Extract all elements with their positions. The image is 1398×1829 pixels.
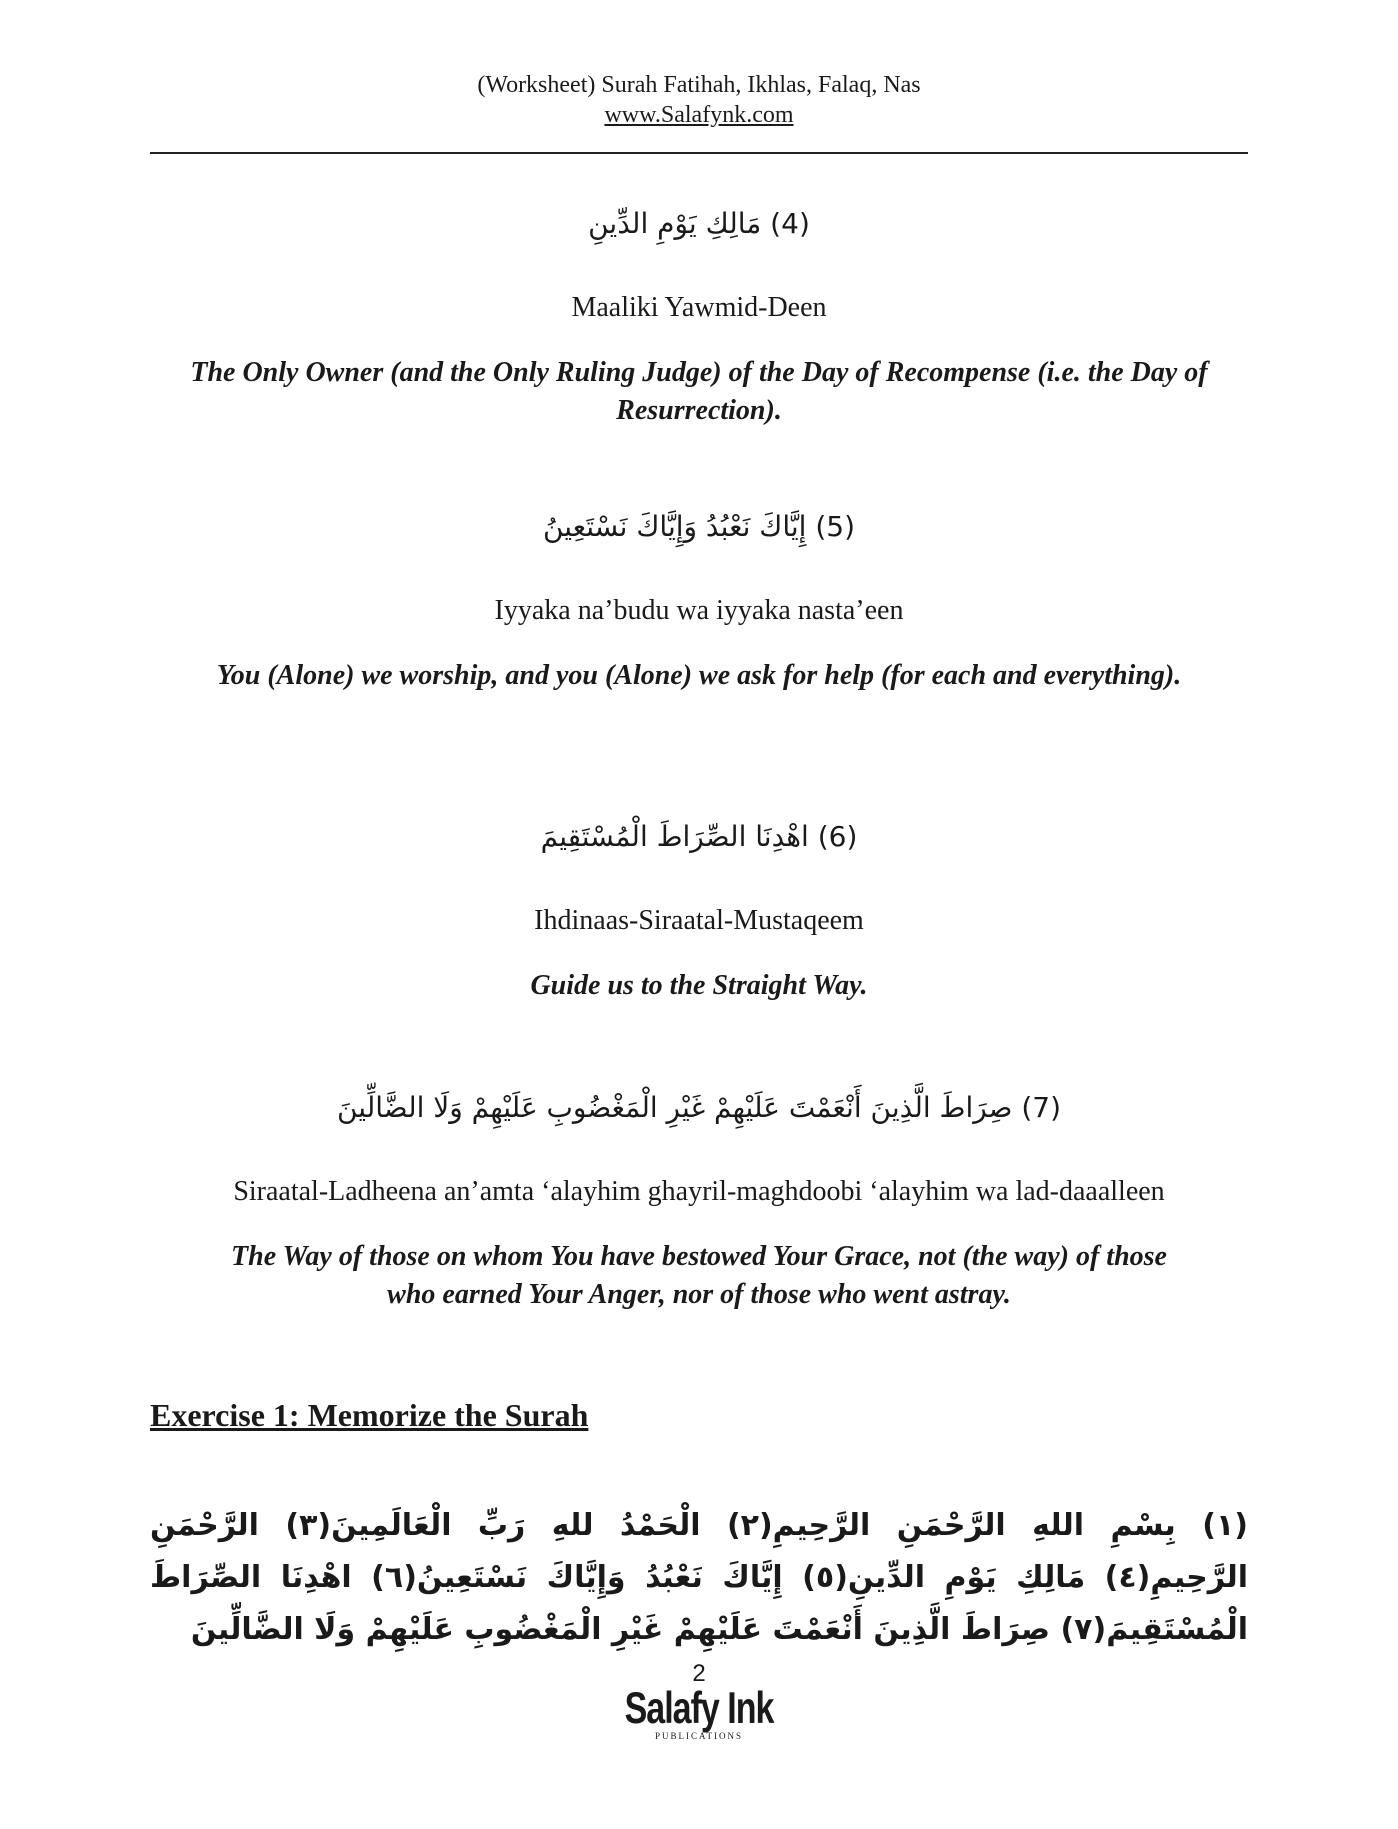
verse-transliteration: Ihdinaas-Siraatal-Mustaqeem bbox=[534, 905, 864, 936]
verse-6 bbox=[150, 817, 1248, 1005]
verse-transliteration: Maaliki Yawmid-Deen bbox=[571, 292, 827, 323]
verse-transliteration: Siraatal-Ladheena an’amta ‘alayhim ghayril-maghdoobi ‘alayhim wa lad-daaalleen bbox=[233, 1176, 1165, 1207]
logo-subtext: PUBLICATIONS bbox=[654, 1731, 743, 1741]
publisher-logo bbox=[0, 1684, 1398, 1741]
verse-arabic: (4) مَالِكِ يَوْمِ الدِّينِ bbox=[588, 207, 810, 240]
verse-4 bbox=[150, 204, 1248, 430]
verse-7 bbox=[150, 1088, 1248, 1314]
exercise-arabic-text: (١) بِسْمِ اللهِ الرَّحْمَنِ الرَّحِيمِ(٢) الْحَمْدُ للهِ رَبِّ الْعَالَمِينَ(٣) الرَّحْمَنِ الرَّحِيمِ(٤) مَالِكِ يَوْمِ الدِّينِ(٥) إِيَّاكَ نَعْبُدُ وَإِيَّاكَ نَسْتَعِينُ(٦) اهْدِنَا الصِّرَاطَ الْمُسْتَقِيمَ(٧) صِرَاطَ الَّذِينَ أَنْعَمْتَ عَلَيْهِمْ غَيْرِ الْمَغْضُوبِ عَلَيْهِمْ وَلَا الضَّالِّينَ bbox=[150, 1508, 1248, 1647]
header-divider bbox=[150, 152, 1248, 154]
page-header bbox=[0, 70, 1398, 130]
verse-arabic: (7) صِرَاطَ الَّذِينَ أَنْعَمْتَ عَلَيْهِمْ غَيْرِ الْمَغْضُوبِ عَلَيْهِمْ وَلَا الضَّالِّينَ bbox=[336, 1091, 1062, 1124]
verse-arabic: (6) اهْدِنَا الصِّرَاطَ الْمُسْتَقِيمَ bbox=[540, 820, 858, 853]
verse-meaning: The Way of those on whom You have bestowed Your Grace, not (the way) of those who earned Your Anger, nor of those who went astray. bbox=[231, 1241, 1167, 1310]
exercise-title: Exercise 1: Memorize the Surah bbox=[150, 1397, 589, 1433]
logo-text: Salafy Ink bbox=[624, 1684, 774, 1734]
worksheet-title: (Worksheet) Surah Fatihah, Ikhlas, Falaq, Nas bbox=[477, 72, 921, 98]
verse-transliteration: Iyyaka na’budu wa iyyaka nasta’een bbox=[494, 595, 904, 626]
verse-meaning: Guide us to the Straight Way. bbox=[530, 970, 868, 1001]
website-url: www.Salafynk.com bbox=[604, 102, 794, 128]
page-number: 2 bbox=[692, 1660, 706, 1687]
verse-5 bbox=[150, 507, 1248, 695]
verse-arabic: (5) إِيَّاكَ نَعْبُدُ وَإِيَّاكَ نَسْتَعِينُ bbox=[542, 510, 856, 543]
verse-meaning: You (Alone) we worship, and you (Alone) we ask for help (for each and everything). bbox=[216, 660, 1182, 691]
verse-meaning: The Only Owner (and the Only Ruling Judge) of the Day of Recompense (i.e. the Day of Resurrection). bbox=[190, 357, 1208, 426]
